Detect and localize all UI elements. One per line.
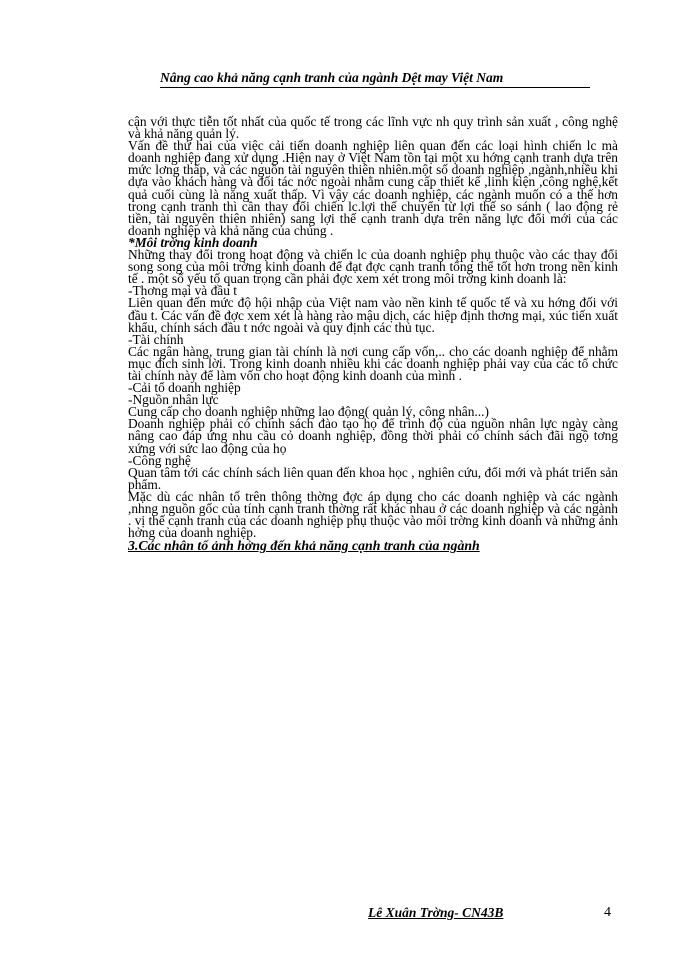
paragraph: Doanh nghiệp phải có chính sách đào tạo họ để trình độ của nguồn nhân lực ngày càng nâng cao đáp ứng nhu cầu cỏ doanh nghiệp, đồng thời phải có chính sách đãi ngộ tơng xứng với sức lao động của họ (128, 416, 618, 456)
paragraph: Các ngân hàng, trung gian tài chính là nơi cung cấp vốn,.. cho các doanh nghiệp để nhằm mục đích sinh lời. Trong kinh doanh nhiều khi các doanh nghiệp phải vay của các tổ chức tài chính này để làm vốn cho hoạt động kinh doanh của mình . (128, 343, 618, 383)
list-item: -Thơng mại và đầu t (128, 283, 237, 299)
paragraph: Liên quan đến mức độ hội nhập của Việt nam vào nền kinh tế quốc tế và xu hớng đối với đầu t. Các vấn đề đợc xem xét là hàng rào mậu dịch, các hiệp định thơng mại, xúc tiến xuất khẩu, chính sách đầu t nớc ngoài và quy định các thủ tục. (128, 295, 618, 335)
document-body (128, 116, 618, 552)
list-item: -Công nghệ (128, 452, 191, 468)
footer-author: Lê Xuân Trờng- CN43B (368, 905, 504, 920)
paragraph: Mặc dù các nhân tố trên thông thờng đợc áp dụng cho các doanh nghiệp và các ngành ,nhng nguồn gốc của tính cạnh tranh thờng rất khác nhau ở các doanh nghiệp và các ngành . vị thế cạnh tranh của các doanh nghiệp phụ thuộc vào môi trờng kinh doanh và những ảnh hởng của doanh nghiệp. (128, 488, 618, 541)
paragraph: Cung cấp cho doanh nghiệp những lao động( quản lý, công nhân...) (128, 404, 489, 420)
paragraph: Vấn đề thứ hai của việc cải tiến doanh nghiệp liên quan đến các loại hình chiến lc mà doanh nghiệp đang xử dụng .Hiện nay ở Việt Nam tồn tại một xu hớng cạnh tranh dựa trên mức lơng thấp, và các nguồn tài nguyên thiên nhiên.một số doanh nghiệp ,ngành,nhiều khi dựa vào khách hàng và đối tác nớc ngoài nhằm cung cấp thiết kế ,linh kiện ,công nghệ,kết quả cuối cùng là năng xuất thấp. Vì vậy các doanh nghiệp, các ngành muốn có a thế hơn trong cạnh tranh thì cần thay đổi chiến lc.lợi thế chuyển từ lợi thế so sánh ( lao động rẻ tiền, tài nguyên thiên nhiên) sang lợi thế cạnh tranh dựa trên năng lực đổi mới của các doanh nghiệp và khả năng của chúng . (128, 138, 618, 238)
paragraph: Những thay đổi trong hoạt động và chiến lc của doanh nghiệp phụ thuộc vào các thay đổi song song của môi trờng kinh doanh để đạt đợc cạnh tranh tổng thể tốt hơn trong nền kinh tế . một số yếu tố quan trọng cần phải đợc xem xét trong môi trờng kinh doanh là: (128, 247, 618, 287)
page-number: 4 (604, 905, 611, 920)
paragraph: Quan tâm tới các chính sách liên quan đến khoa học , nghiên cứu, đổi mới và phát triển sản phẩm. (128, 464, 618, 492)
list-item: -Tài chính (128, 331, 184, 347)
running-header: Nâng cao khả năng cạnh tranh của ngành Dệt may Việt Nam (160, 70, 590, 88)
list-item: -Cải tổ doanh nghiệp (128, 380, 241, 396)
paragraph: cận với thực tiễn tốt nhất của quốc tế trong các lĩnh vực nh quy trình sản xuất , công nghệ và khả năng quản lý. (128, 114, 618, 142)
subheading: *Môi trờng kinh doanh (128, 234, 258, 250)
section-heading: 3.Các nhân tố ảnh hởng đến khả năng cạnh tranh của ngành (128, 538, 480, 554)
list-item: -Nguồn nhân lực (128, 392, 219, 408)
